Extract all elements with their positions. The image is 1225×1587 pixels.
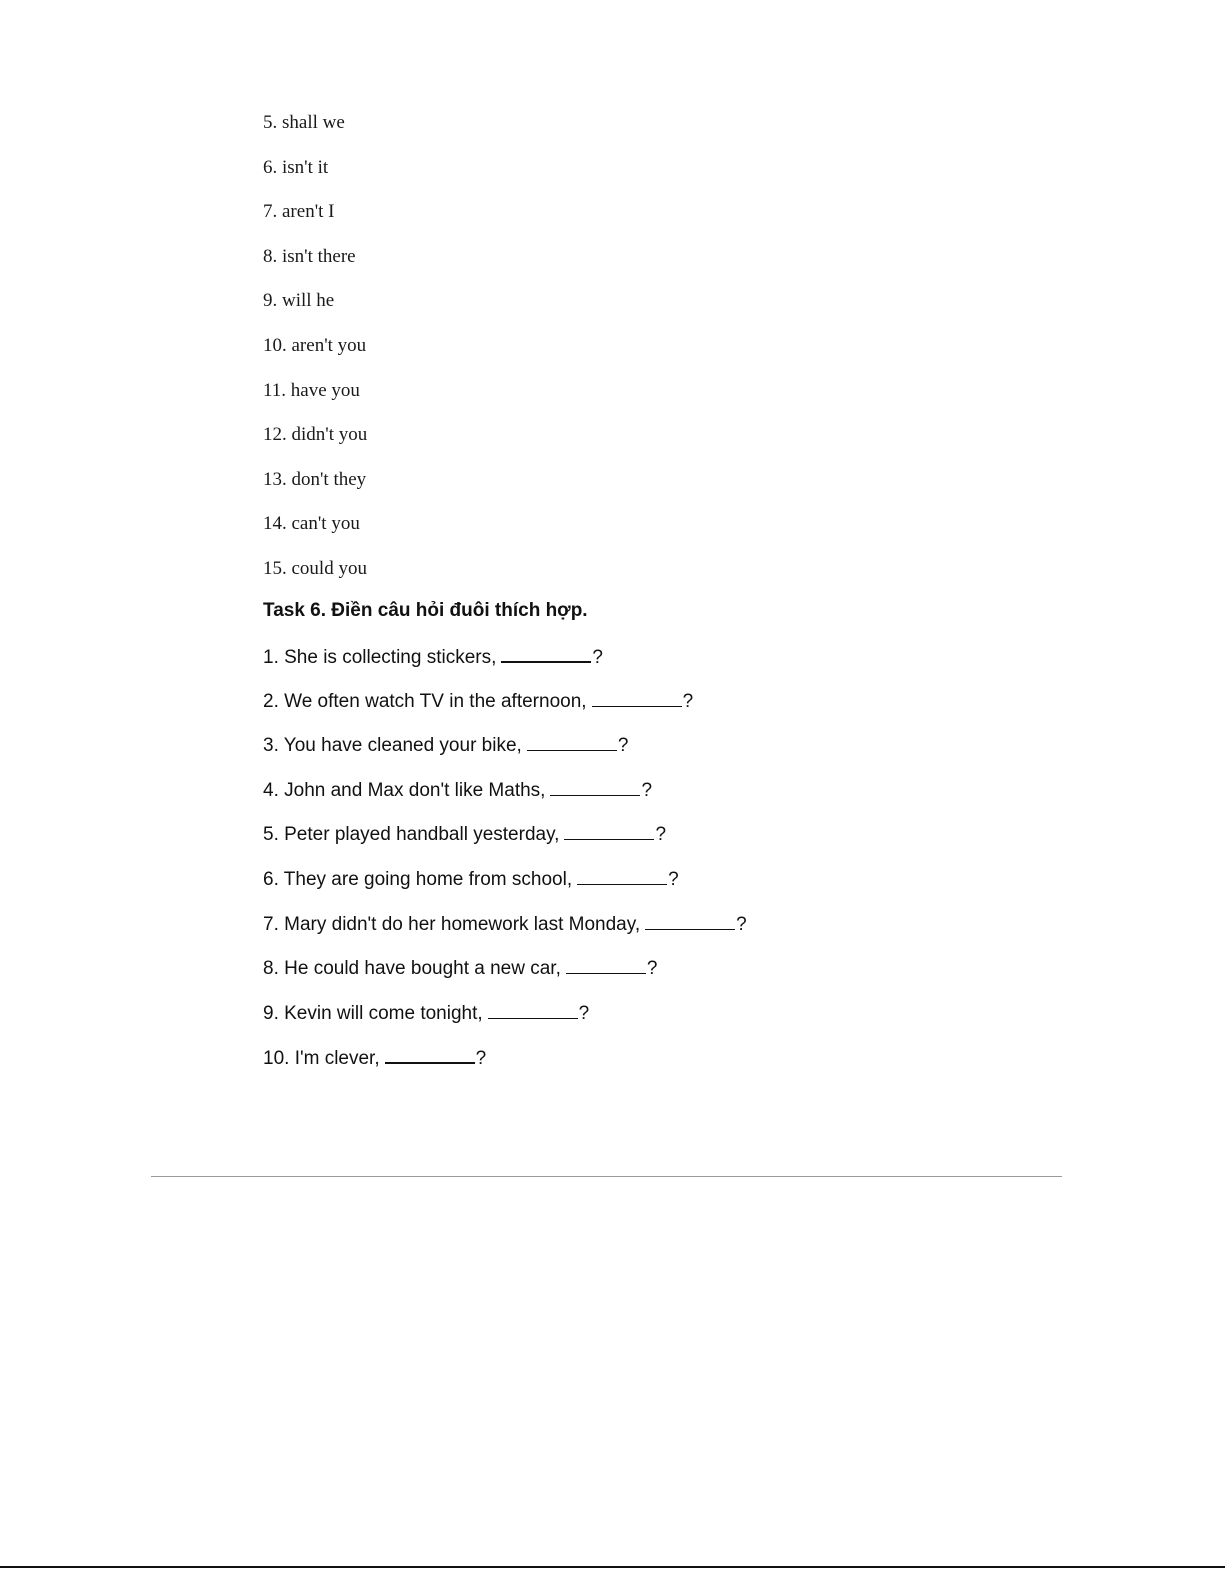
question-mark: ? (475, 1048, 487, 1070)
question-item (263, 821, 747, 866)
question-text: 6. They are going home from school, (263, 868, 573, 890)
question-mark: ? (578, 1002, 590, 1024)
question-item (263, 777, 747, 822)
question-item (263, 643, 747, 688)
answer-blank (385, 1044, 475, 1064)
question-mark: ? (646, 958, 658, 980)
question-mark: ? (641, 779, 653, 801)
question-item (263, 688, 747, 733)
answer-item: 5. shall we (263, 112, 345, 133)
answer-blank (527, 732, 617, 751)
answer-item: 15. could you (263, 557, 367, 579)
question-mark: ? (592, 647, 603, 668)
question-text: 5. Peter played handball yesterday, (263, 824, 560, 846)
question-item (263, 911, 747, 956)
answer-blank (550, 777, 640, 796)
answer-blank (645, 911, 735, 930)
answer-item: 8. isn't there (263, 245, 356, 267)
answer-item: 9. will he (263, 290, 335, 312)
answer-item: 11. have you (263, 379, 360, 401)
question-mark: ? (668, 868, 679, 890)
question-text: 2. We often watch TV in the afternoon, (263, 690, 587, 712)
answer-key-list (263, 109, 367, 600)
answer-blank (564, 821, 654, 840)
task-6-question-list (263, 643, 747, 1089)
question-item (263, 732, 747, 777)
question-item (263, 1044, 747, 1089)
answer-item: 13. don't they (263, 468, 367, 490)
answer-blank (501, 643, 591, 663)
question-text: 9. Kevin will come tonight, (263, 1002, 483, 1024)
answer-blank (566, 955, 646, 974)
next-page-edge (0, 1566, 1225, 1587)
question-text: 4. John and Max don't like Maths, (263, 779, 546, 801)
question-text: 1. She is collecting stickers, (263, 647, 497, 668)
question-mark: ? (736, 913, 747, 935)
answer-item: 10. aren't you (263, 334, 367, 356)
question-item (263, 1000, 747, 1045)
question-mark: ? (617, 735, 629, 757)
answer-blank (488, 1000, 578, 1019)
answer-item: 12. didn't you (263, 424, 368, 446)
question-item (263, 866, 747, 911)
question-text: 8. He could have bought a new car, (263, 958, 561, 980)
answer-item: 14. can't you (263, 513, 360, 535)
answer-blank (592, 688, 682, 707)
task-6-heading: Task 6. Điền câu hỏi đuôi thích hợp. (263, 600, 588, 621)
answer-blank (577, 866, 667, 885)
question-item (263, 955, 747, 1000)
answer-item: 7. aren't I (263, 201, 335, 223)
question-mark: ? (655, 824, 667, 846)
answer-item: 6. isn't it (263, 156, 329, 178)
page-divider (151, 1176, 1062, 1177)
question-mark: ? (682, 690, 694, 712)
question-text: 10. I'm clever, (263, 1048, 380, 1070)
question-text: 7. Mary didn't do her homework last Monday, (263, 913, 641, 935)
question-text: 3. You have cleaned your bike, (263, 735, 522, 757)
